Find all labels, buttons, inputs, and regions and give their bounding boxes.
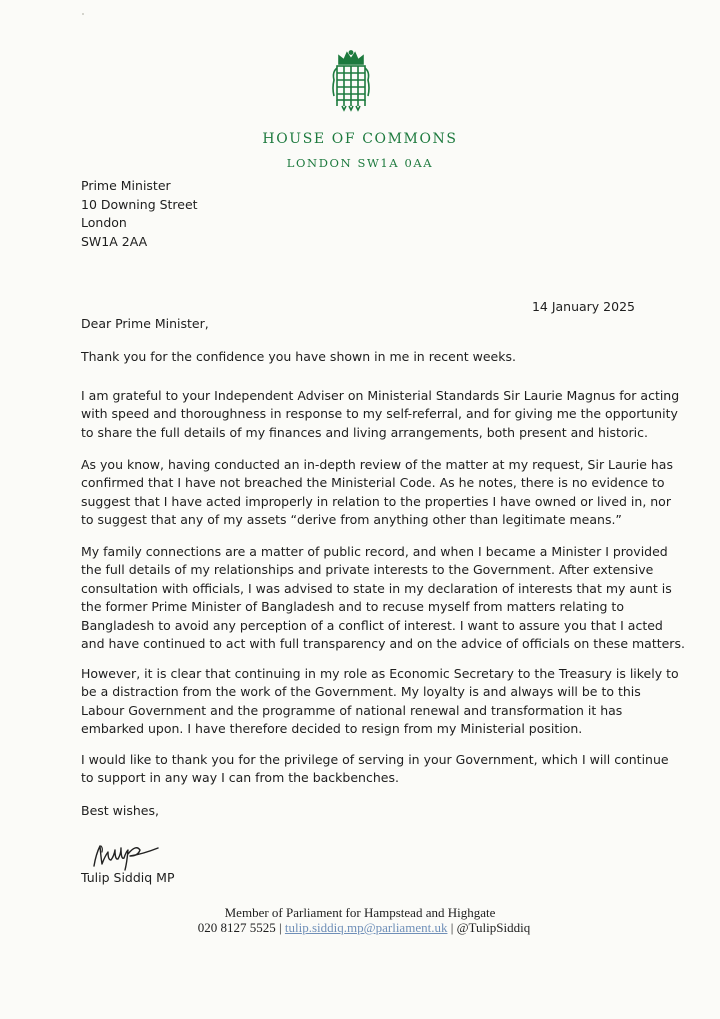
paragraph-line: I am grateful to your Independent Adviser on Ministerial Standards Sir Laurie Magnus for acting: [81, 388, 680, 403]
recipient-line: London: [81, 215, 127, 230]
paragraph: [81, 751, 669, 788]
letterhead-name: HOUSE OF COMMONS: [262, 131, 458, 147]
recipient-line: 10 Downing Street: [81, 196, 198, 212]
recipient-line: SW1A 2AA: [81, 233, 148, 249]
paragraph-line: the full details of my relationships and private interests to the Government. After extensive: [81, 562, 654, 578]
paragraph: [81, 456, 673, 530]
paragraph-line: the former Prime Minister of Bangladesh and to recuse myself from matters relating to: [81, 599, 624, 615]
paragraph: [81, 348, 641, 366]
paragraph-line: I would like to thank you for the privilege of serving in your Government, which I will continue: [81, 752, 669, 767]
paragraph-line: and have continued to act with full transparency and on the advice of officials on these matters.: [81, 636, 685, 652]
paragraph-line: be a distraction from the work of the Government. My loyalty is and always will be to this: [81, 684, 641, 700]
recipient-line: Prime Minister: [81, 178, 171, 193]
footer-twitter-handle: @TulipSiddiq: [456, 920, 531, 935]
paragraph-line: to share the full details of my finances and living arrangements, both present and historic.: [81, 424, 648, 440]
closing: Best wishes,: [81, 803, 159, 818]
footer-phone: 020 8127 5525: [197, 920, 276, 935]
paragraph-line: My family connections are a matter of public record, and when I became a Minister I provided: [81, 544, 668, 559]
handwritten-signature: [88, 836, 168, 872]
salutation: Dear Prime Minister,: [81, 316, 209, 331]
footer-separator: |: [447, 920, 457, 935]
paragraph-line: suggest that I have acted improperly in relation to the properties I have owned or lived in, nor: [81, 493, 671, 509]
paragraph-line: embarked upon. I have therefore decided to resign from my Ministerial position.: [81, 721, 583, 737]
paragraph-line: to suggest that any of my assets “derive from anything other than legitimate means.”: [81, 512, 622, 528]
portcullis-crest-icon: [330, 50, 372, 112]
footer-contacts: [4, 920, 720, 936]
paragraph: [81, 387, 680, 442]
paper-speck: [82, 13, 84, 15]
paragraph: [81, 543, 685, 653]
paragraph-line: Labour Government and the programme of national renewal and transformation it has: [81, 702, 623, 718]
paragraph-line: Bangladesh to avoid any perception of a conflict of interest. I want to assure you that I acted: [81, 617, 663, 633]
letterhead-address: LONDON SW1A 0AA: [286, 156, 434, 170]
recipient-address: [81, 177, 198, 251]
paragraph-line: with speed and thoroughness in response to my self-referral, and for giving me the opportunity: [81, 406, 678, 422]
footer-constituency: Member of Parliament for Hampstead and Highgate: [224, 905, 496, 920]
paragraph-line: confirmed that I have not breached the Ministerial Code. As he notes, there is no evidence to: [81, 475, 665, 491]
footer-email-link[interactable]: tulip.siddiq.mp@parliament.uk: [284, 920, 448, 935]
paragraph-line: However, it is clear that continuing in my role as Economic Secretary to the Treasury is likely to: [81, 666, 679, 681]
paragraph: [81, 665, 679, 739]
signer-name: Tulip Siddiq MP: [81, 870, 175, 885]
paragraph-line: As you know, having conducted an in-depth review of the matter at my request, Sir Laurie has: [81, 457, 673, 472]
paragraph-line: to support in any way I can from the backbenches.: [81, 770, 399, 786]
paragraph-line: Thank you for the confidence you have shown in me in recent weeks.: [81, 349, 516, 364]
letter-date: 14 January 2025: [531, 299, 635, 314]
paragraph-line: consultation with officials, I was advised to state in my declaration of interests that my aunt is: [81, 580, 672, 596]
footer-separator: |: [275, 920, 285, 935]
